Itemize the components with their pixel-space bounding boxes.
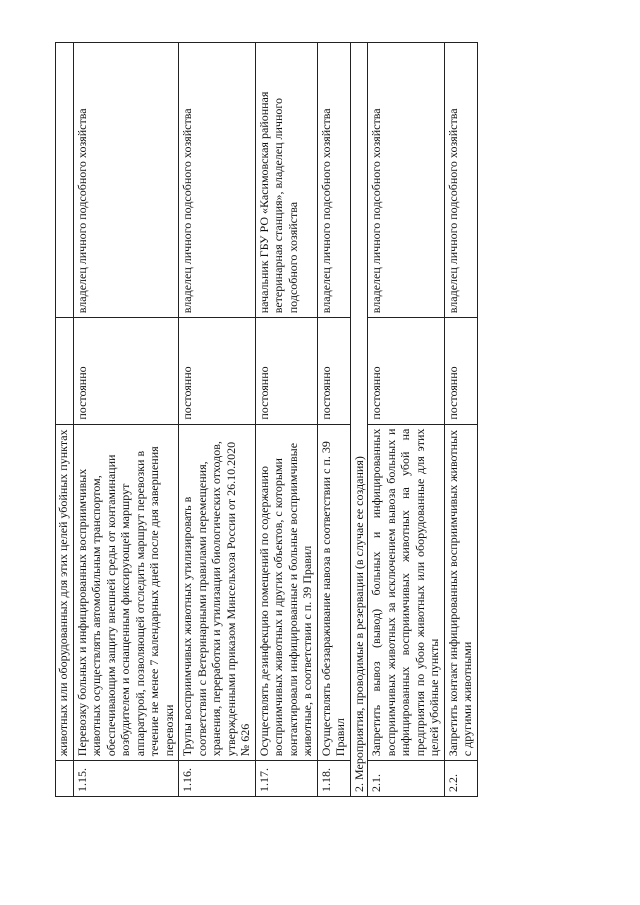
measure-responsible: владелец личного подсобного хозяйства [444, 43, 477, 318]
table-row [255, 43, 317, 797]
row-number [56, 761, 74, 797]
row-number: 1.15. [73, 761, 179, 797]
measure-responsible [56, 43, 74, 318]
measure-responsible: владелец личного подсобного хозяйства [368, 43, 445, 318]
measure-term: постоянно [317, 318, 350, 424]
measure-term: постоянно [255, 318, 317, 424]
measure-text: животных или оборудованных для этих целей убойных пунктах [56, 424, 74, 761]
section-header-row [350, 43, 368, 797]
measure-text: Запретить вывоз (вывод) больных и инфицированных восприимчивых животных за исключением вывоза больных и инфицированных восприимчивых животных на убой на предприятия по убою животных или оборудованные для этих целей убойные пункты [368, 424, 445, 761]
measure-text: Перевозку больных и инфицированных восприимчивых животных осуществлять автомобильным транспортом, обеспечивающим защиту внешней среды от контаминации возбудителем и оснащенным фиксирующей маршрут аппаратурой, позволяющей отследить маршрут перевозки в течение не менее 7 календарных дней после дня завершения перевозки [73, 424, 179, 761]
measure-responsible: владелец личного подсобного хозяйства [73, 43, 179, 318]
table-row [73, 43, 179, 797]
measure-term: постоянно [444, 318, 477, 424]
measure-term [56, 318, 74, 424]
measures-table [55, 42, 478, 797]
measure-text: Осуществлять дезинфекцию помещений по содержанию восприимчивых животных и других объектов, с которыми контактировали инфицированные и больные восприимчивые животные, в соответствии с п. 39 Правил [255, 424, 317, 761]
row-number: 1.17. [255, 761, 317, 797]
measure-text: Осуществлять обеззараживание навоза в соответствии с п. 39 Правил [317, 424, 350, 761]
measure-responsible: владелец личного подсобного хозяйства [179, 43, 256, 318]
row-number: 1.16. [179, 761, 256, 797]
table-row [179, 43, 256, 797]
row-number: 2.2. [444, 761, 477, 797]
table-row [317, 43, 350, 797]
row-number: 1.18. [317, 761, 350, 797]
table-row [56, 43, 74, 797]
row-number: 2.1. [368, 761, 445, 797]
measure-text: Трупы восприимчивых животных утилизировать в соответствии с Ветеринарными правилами перемещения, хранения, переработки и утилизации биологических отходов, утвержденными приказом Минсельхоза России от 26.10.2020 № 626 [179, 424, 256, 761]
table-row [368, 43, 445, 797]
section-title: 2. Мероприятия, проводимые в резервации (в случае ее создания) [350, 43, 368, 797]
rotated-table-container [55, 42, 605, 797]
measure-text: Запретить контакт инфицированных восприимчивых животных с другими животными [444, 424, 477, 761]
measure-responsible: владелец личного подсобного хозяйства [317, 43, 350, 318]
measure-term: постоянно [368, 318, 445, 424]
measure-term: постоянно [73, 318, 179, 424]
measure-term: постоянно [179, 318, 256, 424]
measure-responsible: начальник ГБУ РО «Касимовская районная ветеринарная станция», владелец личного подсобного хозяйства [255, 43, 317, 318]
table-row [444, 43, 477, 797]
